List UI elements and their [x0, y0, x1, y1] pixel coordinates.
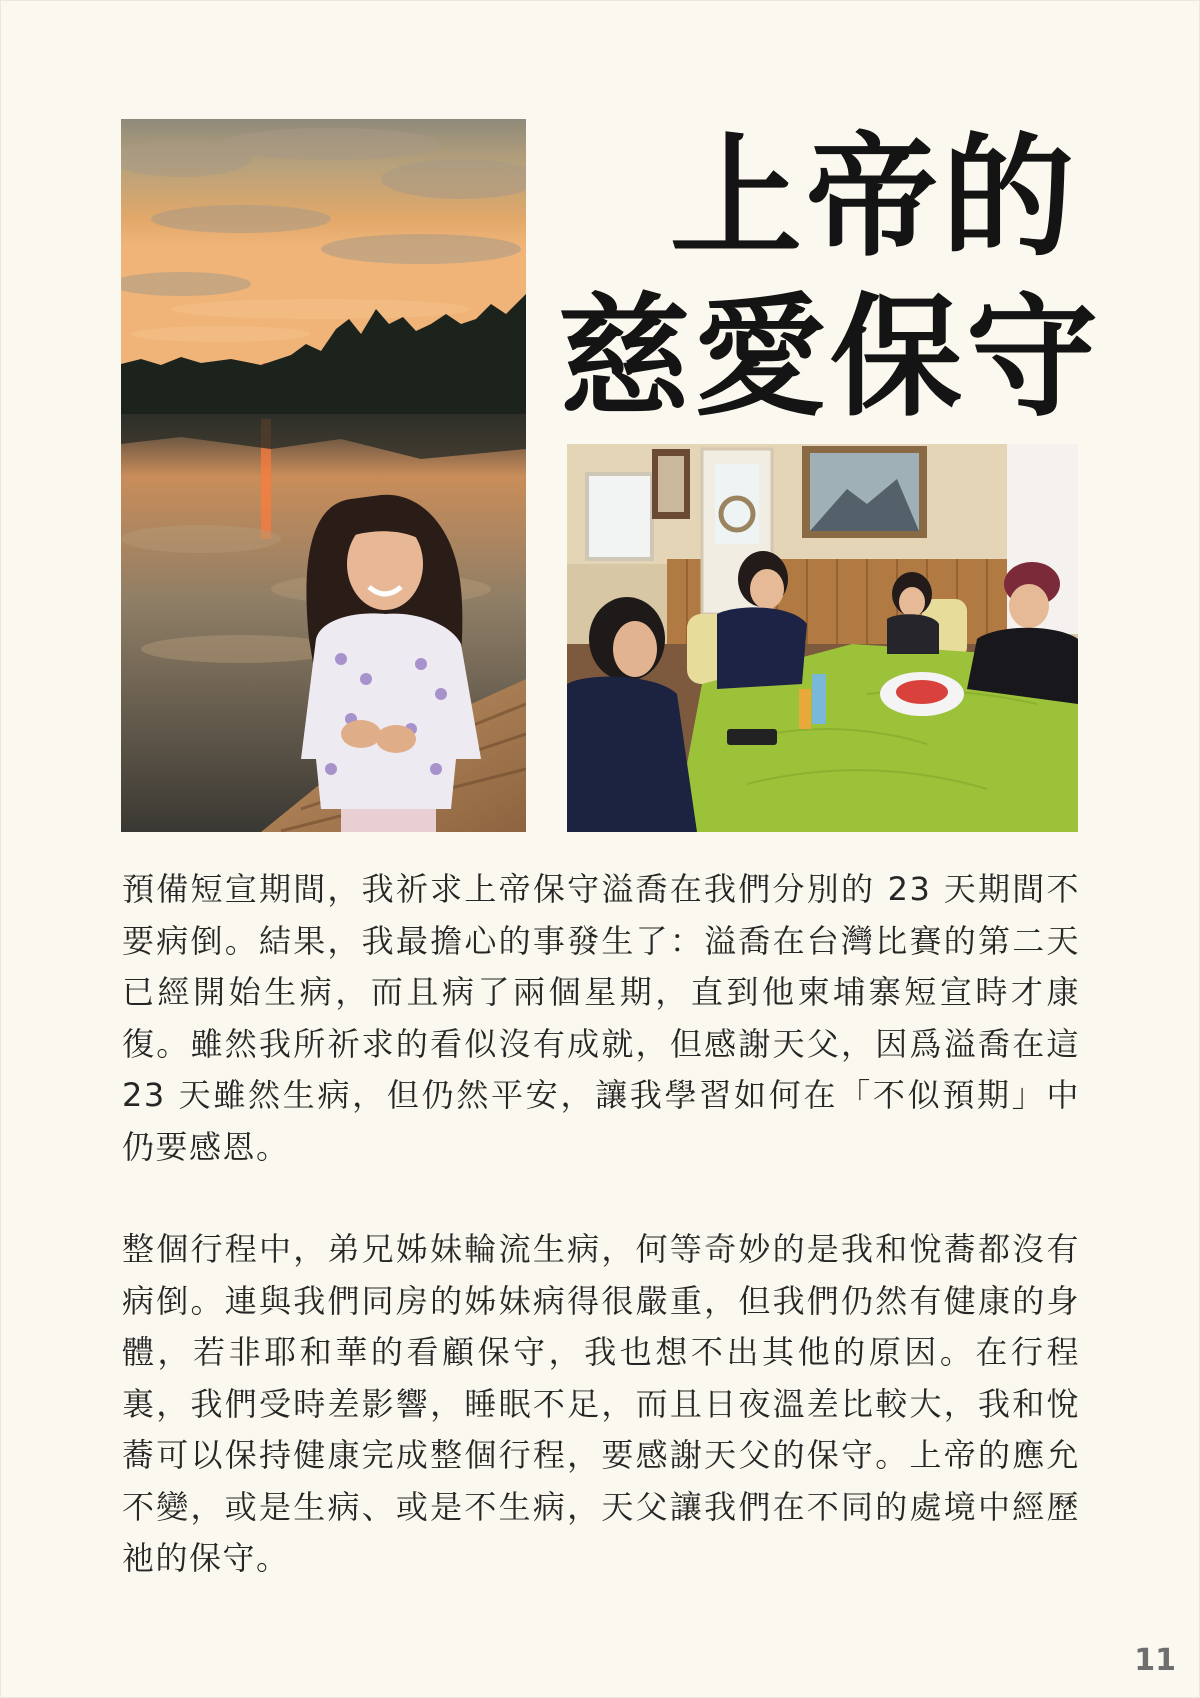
sunset-lake-image	[121, 119, 526, 832]
title-line-1: 上帝的	[670, 120, 1078, 275]
card-game-room-image	[567, 444, 1078, 832]
article-body	[122, 864, 1080, 1636]
page-title	[558, 118, 1102, 438]
photo-card-game-room	[567, 444, 1078, 832]
paragraph-1: 預備短宣期間，我祈求上帝保守溢喬在我們分別的 23 天期間不要病倒。結果，我最擔心的事發生了：溢喬在台灣比賽的第二天已經開始生病，而且病了兩個星期，直到他柬埔寨短宣時才康復。雖然我所祈求的看似沒有成就，但感謝天父，因爲溢喬在這 23 天雖然生病，但仍然平安，讓我學習如何在「不似預期」中仍要感恩。	[122, 870, 1080, 1166]
photo-sunset-lake	[121, 119, 526, 832]
page-number: 11	[1134, 1643, 1176, 1678]
paragraph-2: 整個行程中，弟兄姊妹輪流生病，何等奇妙的是我和悅蕎都沒有病倒。連與我們同房的姊妹病得很嚴重，但我們仍然有健康的身體，若非耶和華的看顧保守，我也想不出其他的原因。在行程裏，我們受時差影響，睡眠不足，而且日夜溫差比較大，我和悅蕎可以保持健康完成整個行程，要感謝天父的保守。上帝的應允不變，或是生病、或是不生病，天父讓我們在不同的處境中經歷祂的保守。	[122, 1230, 1080, 1577]
title-line-2: 慈愛保守	[558, 280, 1102, 435]
